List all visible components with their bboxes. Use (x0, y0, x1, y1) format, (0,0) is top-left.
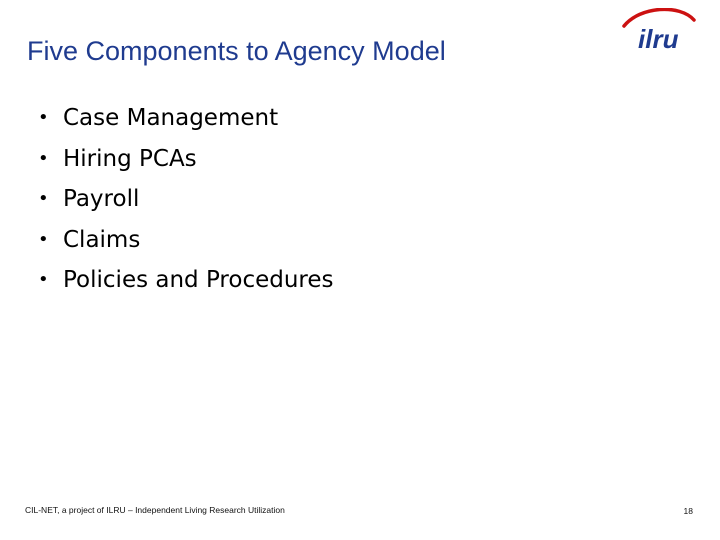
slide-title: Five Components to Agency Model (27, 36, 446, 66)
bullet-item (38, 142, 334, 183)
ilru-logo (618, 8, 698, 54)
bullet-dot: • (38, 147, 49, 169)
bullet-text: Hiring PCAs (63, 145, 197, 172)
bullet-text: Payroll (63, 186, 140, 212)
page-number: 18 (683, 506, 693, 516)
bullet-item (38, 101, 334, 142)
bullet-item (38, 223, 334, 264)
ilru-logo-text: ilru (638, 24, 679, 54)
bullet-item (38, 263, 334, 304)
ilru-logo-icon (618, 8, 698, 54)
bullet-dot: • (38, 107, 49, 128)
bullet-dot: • (38, 188, 49, 209)
bullet-item (38, 182, 334, 223)
bullet-list (38, 101, 334, 304)
bullet-text: Policies and Procedures (63, 267, 334, 293)
bullet-dot: • (38, 228, 49, 250)
bullet-text: Case Management (63, 105, 279, 131)
bullet-text: Claims (63, 226, 141, 253)
slide-footer: CIL-NET, a project of ILRU – Independent Living Research Utilization (25, 505, 285, 515)
bullet-dot: • (38, 269, 49, 290)
